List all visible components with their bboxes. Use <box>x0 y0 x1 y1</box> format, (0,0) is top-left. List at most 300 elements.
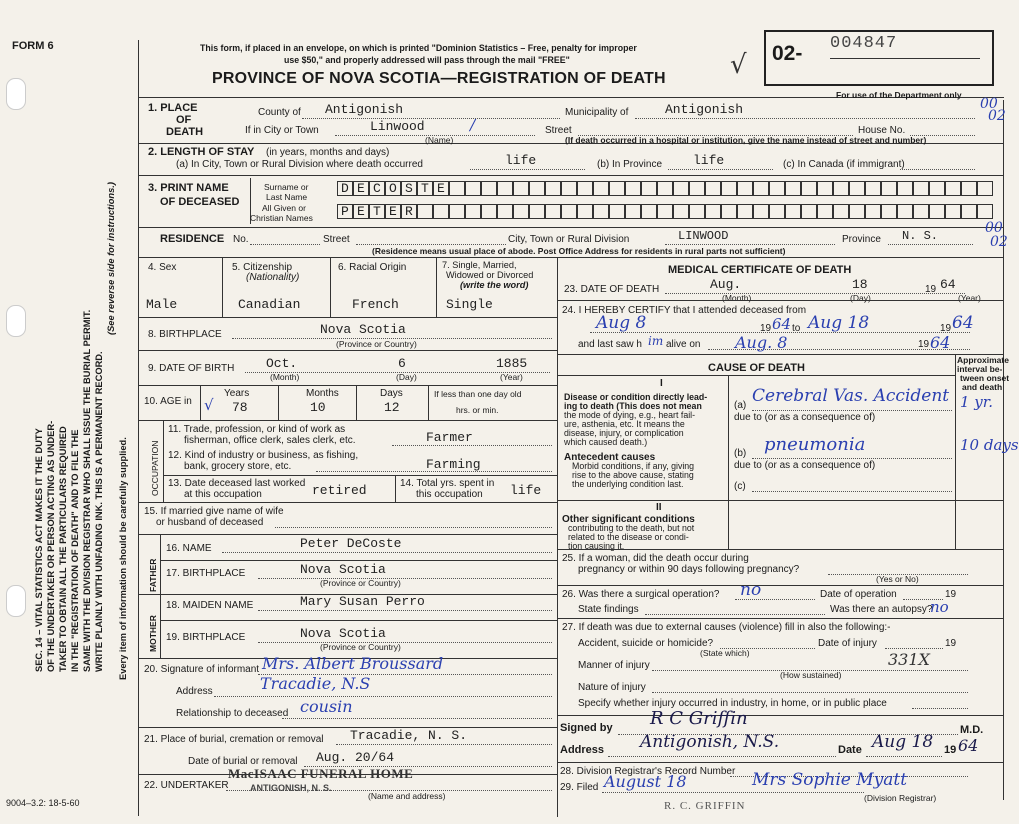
stay-c-label: (c) In Canada (if immigrant) <box>783 159 905 170</box>
certify-label: 24. I HEREBY CERTIFY that I attended deceased from <box>562 305 807 316</box>
birthplace-value: Nova Scotia <box>320 322 406 337</box>
trade-value: Farmer <box>426 430 473 445</box>
city-value: Linwood <box>370 119 425 134</box>
other-label-2: contributing to the death, but not <box>568 523 695 533</box>
reg-prefix: 02- <box>772 42 803 65</box>
cause-title: CAUSE OF DEATH <box>708 362 805 374</box>
county-label: County of <box>258 107 301 118</box>
informant-address-label: Address <box>176 686 213 697</box>
province-label: Province <box>842 234 881 245</box>
city-label: If in City or Town <box>245 125 319 136</box>
sig-address-value: Antigonish, N.S. <box>640 732 780 752</box>
name-caption: (Name) <box>425 135 454 145</box>
christian-label: Christian Names <box>250 213 313 223</box>
name-letter-cell <box>337 181 353 196</box>
sig-date-value: Aug 18 <box>872 732 934 752</box>
approx-label-4: and death <box>962 382 1003 392</box>
name-letter-cell <box>961 204 977 219</box>
name-letter-cell <box>705 204 721 219</box>
residence-note: (Residence means usual place of abode. Post Office Address for residents in rural parts not sufficient) <box>372 246 786 256</box>
nature-label: Nature of injury <box>578 682 646 693</box>
name-letter-cell <box>369 181 385 196</box>
accident-label: Accident, suicide or homicide? <box>578 638 714 649</box>
name-letter: P <box>341 204 349 219</box>
name-letter: R <box>405 204 413 219</box>
antecedent-label-4: the underlying condition last. <box>572 479 684 489</box>
side-text-3: TAKER TO OBTAIN ALL THE PARTICULARS REQUIRED <box>58 426 68 672</box>
signed-by-label: Signed by <box>560 722 613 734</box>
footer-code: 9004–3.2: 18-5-60 <box>6 798 80 808</box>
name-letter-cell <box>769 204 785 219</box>
name-letter: T <box>421 181 429 196</box>
manner-label: Manner of injury <box>578 660 650 671</box>
due-to-label: due to (or as a consequence of) <box>734 412 876 423</box>
month-caption: (Month) <box>722 293 752 303</box>
approx-label-3: tween onset <box>960 373 1010 383</box>
name-letter-cell <box>801 204 817 219</box>
name-letter-cell <box>817 204 833 219</box>
age-years-label: Years <box>224 388 250 399</box>
side-text-1: SEC. 14 – VITAL STATISTICS ACT MAKES IT THE DUTY <box>34 428 44 672</box>
name-letter-cell <box>481 181 497 196</box>
father-label: FATHER <box>148 558 158 592</box>
relationship-label: Relationship to deceased <box>176 708 289 719</box>
street-label: Street <box>545 125 572 136</box>
margin-code: 02 <box>988 108 1006 124</box>
cause-b-letter: (b) <box>734 448 747 459</box>
autopsy-label: Was there an autopsy? <box>830 604 933 615</box>
marital-value: Single <box>446 297 493 312</box>
name-letter-cell <box>929 181 945 196</box>
attend-to-yr: 64 <box>952 313 974 333</box>
name-letter-cell <box>449 181 465 196</box>
name-letter-cell <box>513 204 529 219</box>
name-letter-cell <box>849 204 865 219</box>
name-letter-cell <box>417 181 433 196</box>
stay-a-value: life <box>505 153 537 168</box>
length-stay-label: 2. LENGTH OF STAY <box>148 146 255 158</box>
side-text-4: IN THE "REGISTRATION OF DEATH" AND TO FILE THE <box>70 429 80 672</box>
due-to-label: due to (or as a consequence of) <box>734 460 876 471</box>
surgical-label: 26. Was there a surgical operation? <box>562 589 720 600</box>
death-year-value: 64 <box>940 277 956 292</box>
print-name-label: 3. PRINT NAME <box>148 182 229 194</box>
municipality-label: Municipality of <box>565 107 629 118</box>
day-caption: (Day) <box>850 293 871 303</box>
given-label: All Given or <box>262 203 306 213</box>
autopsy-value: no <box>930 598 949 616</box>
age-label: 10. AGE in <box>144 396 192 407</box>
last-saw-date-value: Aug. 8 <box>735 333 788 352</box>
name-letter-cell <box>785 204 801 219</box>
name-letter-cell <box>401 181 417 196</box>
marital-label-1: 7. Single, Married, <box>442 260 517 270</box>
name-letter-cell <box>689 204 705 219</box>
punch-hole <box>6 78 26 110</box>
registrar-signature: Mrs Sophie Myatt <box>752 770 908 790</box>
name-letter: S <box>405 181 413 196</box>
name-letter-cell <box>449 204 465 219</box>
name-letter-cell <box>385 181 401 196</box>
undertaker-stamp-address: ANTIGONISH, N. S. <box>250 783 332 793</box>
attend-to-value: Aug 18 <box>808 313 870 333</box>
name-letter-cell <box>737 181 753 196</box>
last-worked-value: retired <box>312 483 367 498</box>
disease-label-1: Disease or condition directly lead- <box>564 392 708 402</box>
name-letter: E <box>357 204 365 219</box>
name-letter-cell <box>817 181 833 196</box>
surname-label: Surname or <box>264 182 309 192</box>
name-letter: T <box>373 204 381 219</box>
mother-label: MOTHER <box>148 615 158 652</box>
last-saw-label: and last saw h <box>578 339 642 350</box>
name-letter-cell <box>433 204 449 219</box>
name-letter-cell <box>385 204 401 219</box>
name-letter-cell <box>593 181 609 196</box>
name-letter-cell <box>977 181 993 196</box>
father-name-label: 16. NAME <box>166 543 212 554</box>
mother-maiden-label: 18. MAIDEN NAME <box>166 600 254 611</box>
sig-date-label: Date <box>838 744 862 756</box>
disease-label-3: the mode of dying, e.g., heart fail- <box>564 410 696 420</box>
nationality-label: (Nationality) <box>246 272 300 283</box>
name-letter-cell <box>513 181 529 196</box>
industry-label-2: bank, grocery store, etc. <box>184 461 292 472</box>
name-letter-cell <box>913 204 929 219</box>
informant-label: 20. Signature of informant <box>144 664 260 675</box>
age-months-label: Months <box>306 388 339 399</box>
findings-label: State findings <box>578 604 639 615</box>
antecedent-label-3: rise to the above cause, stating <box>572 470 694 480</box>
res-no-label: No. <box>233 234 249 245</box>
burial-date-label: Date of burial or removal <box>188 756 298 767</box>
pregnancy-label-1: 25. If a woman, did the death occur during <box>562 553 749 564</box>
municipality-value: Antigonish <box>665 102 744 117</box>
residence-label: RESIDENCE <box>160 233 225 245</box>
attend-from-value: Aug 8 <box>596 313 647 333</box>
name-letter-cell <box>865 181 881 196</box>
stay-a-label: (a) In City, Town or Rural Division where death occurred <box>176 159 423 170</box>
spouse-label-2: or husband of deceased <box>156 517 264 528</box>
name-letter-cell <box>801 181 817 196</box>
relationship-value: cousin <box>300 697 353 716</box>
alive-on-label: alive on <box>666 339 701 350</box>
name-letter-cell <box>577 204 593 219</box>
name-letter-cell <box>929 204 945 219</box>
dept-use-label: For use of the Department only <box>836 90 962 100</box>
name-letter: E <box>389 204 397 219</box>
name-letter-cell <box>897 181 913 196</box>
day-caption: (Day) <box>396 372 417 382</box>
prov-country-caption: (Province or Country) <box>320 578 401 588</box>
specify-label: Specify whether injury occurred in industry, in home, or in public place <box>578 698 887 709</box>
external-label: 27. If death was due to external causes (violence) fill in also the following:- <box>562 622 891 633</box>
place-death-label: DEATH <box>166 126 204 138</box>
notice-line-2: use $50," and properly addressed will pass through the mail "FREE" <box>284 55 570 65</box>
industry-label-1: 12. Kind of industry or business, as fishing, <box>168 450 359 461</box>
pregnancy-label-2: pregnancy or within 90 days following pregnancy? <box>578 564 800 575</box>
lastname-label: Last Name <box>266 192 308 202</box>
stay-b-label: (b) In Province <box>597 159 663 170</box>
name-letter-cell <box>529 181 545 196</box>
name-letter-cell <box>641 181 657 196</box>
name-letter-cell <box>673 181 689 196</box>
name-letter-cell <box>401 204 417 219</box>
last-worked-label-2: at this occupation <box>184 489 262 500</box>
form-number: FORM 6 <box>12 40 54 52</box>
month-caption: (Month) <box>270 372 300 382</box>
prov-country-caption: (Province or Country) <box>336 339 417 349</box>
name-letter-cell <box>737 204 753 219</box>
cause-b-interval: 10 days <box>960 436 1019 454</box>
antecedent-label-1: Antecedent causes <box>564 452 656 463</box>
margin-code: 02 <box>990 234 1008 250</box>
name-letter-cell <box>753 181 769 196</box>
injury-yr-prefix: 19 <box>945 638 957 649</box>
filed-label: 29. Filed <box>560 782 599 793</box>
county-value: Antigonish <box>325 102 404 117</box>
father-birthplace-value: Nova Scotia <box>300 562 386 577</box>
trade-label-2: fisherman, office clerk, sales clerk, etc. <box>184 435 356 446</box>
name-letter-cell <box>657 181 673 196</box>
industry-value: Farming <box>426 457 481 472</box>
name-letter-cell <box>753 204 769 219</box>
name-letter-cell <box>705 181 721 196</box>
informant-signature: Mrs. Albert Broussard <box>262 654 444 673</box>
dob-label: 9. DATE OF BIRTH <box>148 363 235 374</box>
res-city-value: LINWOOD <box>678 229 729 243</box>
disease-label-4: ure, asthenia, etc. It means the <box>564 419 685 429</box>
name-letter-cell <box>625 181 641 196</box>
side-text-5: SAME WITH THE DIVISION REGISTRAR WHO SHALL ISSUE THE BURIAL PERMIT. <box>82 309 92 672</box>
approx-label-2: interval be- <box>957 364 1003 374</box>
date-op-yr-prefix: 19 <box>945 589 957 600</box>
sig-year-value: 64 <box>958 736 979 755</box>
margin-code: 00 <box>985 220 1003 236</box>
burial-place-label: 21. Place of burial, cremation or removal <box>144 734 324 745</box>
name-letter-cell <box>849 181 865 196</box>
attend-to-yr-prefix: 19 <box>940 323 952 334</box>
md-label: M.D. <box>960 724 984 736</box>
total-yrs-label-2: this occupation <box>416 489 483 500</box>
of-deceased-label: OF DECEASED <box>160 196 240 208</box>
name-letter-cell <box>657 204 673 219</box>
reg-number: 004847 <box>830 34 898 53</box>
other-label-4: tion causing it. <box>568 541 625 551</box>
punch-hole <box>6 585 26 617</box>
name-letter-cell <box>337 204 353 219</box>
name-letter-cell <box>497 204 513 219</box>
name-letter-cell <box>577 181 593 196</box>
to-label: to <box>792 323 801 334</box>
father-birthplace-label: 17. BIRTHPLACE <box>166 568 246 579</box>
year-caption: (Year) <box>958 293 981 303</box>
mother-birthplace-label: 19. BIRTHPLACE <box>166 632 246 643</box>
informant-address-value: Tracadie, N.S <box>260 674 371 693</box>
name-letter-cell <box>369 204 385 219</box>
punch-hole <box>6 305 26 337</box>
disease-label-5: disease, injury, or complication <box>564 428 684 438</box>
name-letter-cell <box>433 181 449 196</box>
death-year-prefix: 19 <box>925 284 937 295</box>
racial-label: 6. Racial Origin <box>338 262 407 273</box>
name-letter-cell <box>481 204 497 219</box>
name-letter-cell <box>641 204 657 219</box>
hrs-min-label: hrs. or min. <box>456 405 499 415</box>
side-text-2: OF THE UNDERTAKER OR PERSON ACTING AS UNDER- <box>46 420 56 672</box>
name-letter-cell <box>353 204 369 219</box>
date-op-label: Date of operation <box>820 589 897 600</box>
occupation-label: OCCUPATION <box>150 440 160 496</box>
name-letter-cell <box>625 204 641 219</box>
name-letter-cell <box>497 181 513 196</box>
date-of-death-label: 23. DATE OF DEATH <box>564 284 660 295</box>
res-street-label: Street <box>323 234 350 245</box>
undertaker-label: 22. UNDERTAKER <box>144 780 229 791</box>
province-value: N. S. <box>902 229 939 243</box>
side-text-7: (See reverse side for instructions.) <box>106 182 116 335</box>
antecedent-label-2: Morbid conditions, if any, giving <box>572 461 695 471</box>
sex-label: 4. Sex <box>148 262 177 273</box>
name-letter-cell <box>465 181 481 196</box>
name-letter-cell <box>721 181 737 196</box>
marital-label-2: Widowed or Divorced <box>446 270 534 280</box>
name-letter-cell <box>673 204 689 219</box>
name-letter-cell <box>529 204 545 219</box>
name-address-caption: (Name and address) <box>368 791 446 801</box>
age-check: √ <box>204 396 214 414</box>
age-days-label: Days <box>380 388 403 399</box>
how-caption: (How sustained) <box>780 670 842 680</box>
name-letter-cell <box>609 204 625 219</box>
disease-label-2: ing to death (This does not mean <box>564 401 702 411</box>
total-yrs-value: life <box>510 483 542 498</box>
stamp-name: R. C. GRIFFIN <box>664 800 746 812</box>
part-two-label: II <box>656 502 662 513</box>
age-days-value: 12 <box>384 400 400 415</box>
name-letter-cell <box>865 204 881 219</box>
res-city-label: City, Town or Rural Division <box>508 234 630 245</box>
mother-maiden-value: Mary Susan Perro <box>300 594 425 609</box>
name-letter-cell <box>353 181 369 196</box>
sig-year-prefix: 19 <box>944 744 957 756</box>
other-label-1: Other significant conditions <box>562 514 695 525</box>
part-one-label: I <box>660 378 663 389</box>
margin-code: 00 <box>980 96 998 112</box>
name-letter-cell <box>609 181 625 196</box>
stay-b-value: life <box>693 153 725 168</box>
medical-cert-title: MEDICAL CERTIFICATE OF DEATH <box>668 264 852 276</box>
cause-a-interval: 1 yr. <box>960 393 994 411</box>
undertaker-stamp-name: MacISAAC FUNERAL HOME <box>228 766 414 781</box>
div-registrar-caption: (Division Registrar) <box>864 793 937 803</box>
burial-date-value: Aug. 20/64 <box>316 750 395 765</box>
year-caption: (Year) <box>500 372 523 382</box>
hospital-note: (If death occurred in a hospital or institution, give the name instead of street and number) <box>565 135 927 145</box>
name-letter-cell <box>769 181 785 196</box>
name-letter-cell <box>785 181 801 196</box>
age-months-value: 10 <box>310 400 326 415</box>
house-no-label: House No. <box>858 125 906 136</box>
name-letter-cell <box>833 204 849 219</box>
length-stay-units: (in years, months and days) <box>266 147 390 158</box>
last-saw-h-value: im <box>648 334 664 348</box>
last-saw-yr-value: 64 <box>930 333 951 352</box>
sig-address-label: Address <box>560 744 605 756</box>
citizenship-value: Canadian <box>238 297 301 312</box>
name-letter-cell <box>913 181 929 196</box>
marital-label-3: (write the word) <box>460 280 529 290</box>
name-letter-cell <box>561 204 577 219</box>
name-letter: O <box>389 181 397 196</box>
racial-value: French <box>352 297 399 312</box>
name-letter-cell <box>881 181 897 196</box>
burial-place-value: Tracadie, N. S. <box>350 728 468 743</box>
name-letter-cell <box>833 181 849 196</box>
last-saw-yr-prefix: 19 <box>918 339 930 350</box>
cause-c-letter: (c) <box>734 481 746 492</box>
name-letter-cell <box>897 204 913 219</box>
name-letter-cell <box>721 204 737 219</box>
name-letter: E <box>437 181 445 196</box>
name-letter-cell <box>417 204 433 219</box>
cause-a-letter: (a) <box>734 400 747 411</box>
name-letter-cell <box>689 181 705 196</box>
age-years-value: 78 <box>232 400 248 415</box>
notice-line-1: This form, if placed in an envelope, on which is printed "Dominion Statistics – Free, penalty for improper <box>200 43 637 53</box>
trade-label-1: 11. Trade, profession, or kind of work as <box>168 424 346 435</box>
form-title: PROVINCE OF NOVA SCOTIA—REGISTRATION OF DEATH <box>212 70 666 87</box>
name-letter-cell <box>545 181 561 196</box>
name-letter: C <box>373 181 381 196</box>
last-worked-label-1: 13. Date deceased last worked <box>168 478 306 489</box>
father-name-value: Peter DeCoste <box>300 536 402 551</box>
date-injury-label: Date of injury <box>818 638 877 649</box>
less-than-label: If less than one day old <box>434 389 522 399</box>
filed-value: August 18 <box>604 772 687 791</box>
name-letter: D <box>341 181 349 196</box>
name-letter-cell <box>465 204 481 219</box>
approx-label-1: Approximate <box>957 355 1009 365</box>
prov-country-caption: (Province or Country) <box>320 642 401 652</box>
name-letter-cell <box>593 204 609 219</box>
state-which-caption: (State which) <box>700 648 750 658</box>
birthplace-label: 8. BIRTHPLACE <box>148 329 222 340</box>
name-letter-cell <box>945 181 961 196</box>
death-month-value: Aug. <box>710 277 742 292</box>
total-yrs-label-1: 14. Total yrs. spent in <box>400 478 495 489</box>
dob-day-value: 6 <box>398 356 406 371</box>
attend-from-yr: 64 <box>772 315 792 333</box>
name-letter-cell <box>961 181 977 196</box>
place-label: 1. PLACE <box>148 102 198 114</box>
place-of-label: OF <box>176 114 192 126</box>
mother-birthplace-value: Nova Scotia <box>300 626 386 641</box>
name-letter-cell <box>881 204 897 219</box>
surgical-value: no <box>740 580 762 600</box>
tick-mark: / <box>470 116 476 134</box>
side-text-6: WRITE PLAINLY WITH UNFADING INK. THIS IS A PERMANENT RECORD. <box>94 351 104 672</box>
disease-label-6: which caused death.) <box>564 437 648 447</box>
attend-from-yr-prefix: 19 <box>760 323 772 334</box>
name-letter-cell <box>977 204 993 219</box>
death-day-value: 18 <box>852 277 868 292</box>
side-text-8: Every item of information should be carefully supplied. <box>118 437 128 680</box>
name-letter: E <box>357 181 365 196</box>
name-letter-cell <box>945 204 961 219</box>
sex-value: Male <box>146 297 178 312</box>
record-no-label: 28. Division Registrar's Record Number <box>560 766 736 777</box>
